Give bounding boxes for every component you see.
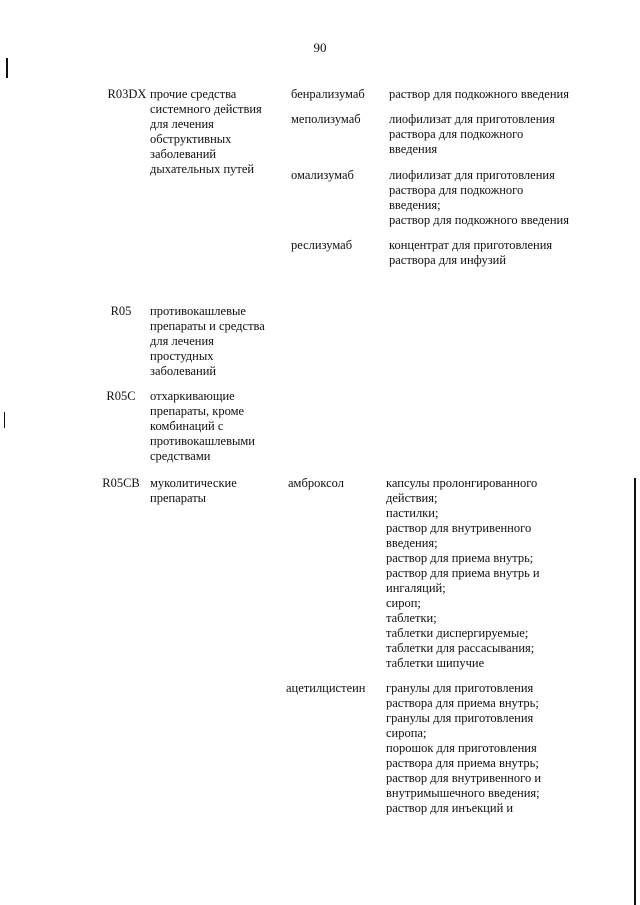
drug-inn: ацетилцистеин: [286, 681, 366, 695]
atc-code: R05: [110, 304, 132, 318]
scan-edge-mark: [6, 58, 8, 78]
scan-edge-mark: [634, 478, 636, 905]
atc-code: R05C: [106, 389, 136, 403]
atc-code: R05CB: [102, 476, 140, 490]
dosage-forms: гранулы для приготовления раствора для приема внутрь; гранулы для приготовления сиропа; порошок для приготовления раствора для приема внутрь; раствор для внутривенного и внутримышечного введения; раствор для инъекций и: [386, 681, 542, 815]
page-number: 90: [313, 40, 327, 55]
group-name: отхаркивающие препараты, кроме комбинаций с противокашлевыми средствами: [150, 389, 255, 463]
atc-code: R03DX: [107, 87, 147, 101]
group-name: противокашлевые препараты и средства для лечения простудных заболеваний: [150, 304, 265, 378]
drug-inn: бенрализумаб: [291, 87, 365, 101]
drug-inn: меполизумаб: [291, 112, 361, 126]
dosage-forms: раствор для подкожного введения: [389, 87, 569, 101]
drug-inn: амброксол: [288, 476, 344, 490]
dosage-forms: лиофилизат для приготовления раствора для подкожного введения; раствор для подкожного введения: [389, 168, 569, 227]
dosage-forms: лиофилизат для приготовления раствора для подкожного введения: [389, 112, 555, 156]
scan-edge-mark: [4, 412, 5, 428]
drug-inn: реслизумаб: [291, 238, 353, 252]
dosage-forms: капсулы пролонгированного действия; пастилки; раствор для внутривенного введения; раствор для приема внутрь; раствор для приема внутрь и ингаляций; сироп; таблетки; таблетки диспергируемые; таблетки для рассасывания; таблетки шипучие: [386, 476, 540, 670]
group-name: прочие средства системного действия для лечения обструктивных заболеваний дыхательных путей: [150, 87, 262, 176]
group-name: муколитические препараты: [150, 476, 237, 505]
dosage-forms: концентрат для приготовления раствора для инфузий: [389, 238, 553, 267]
drug-inn: омализумаб: [291, 168, 354, 182]
